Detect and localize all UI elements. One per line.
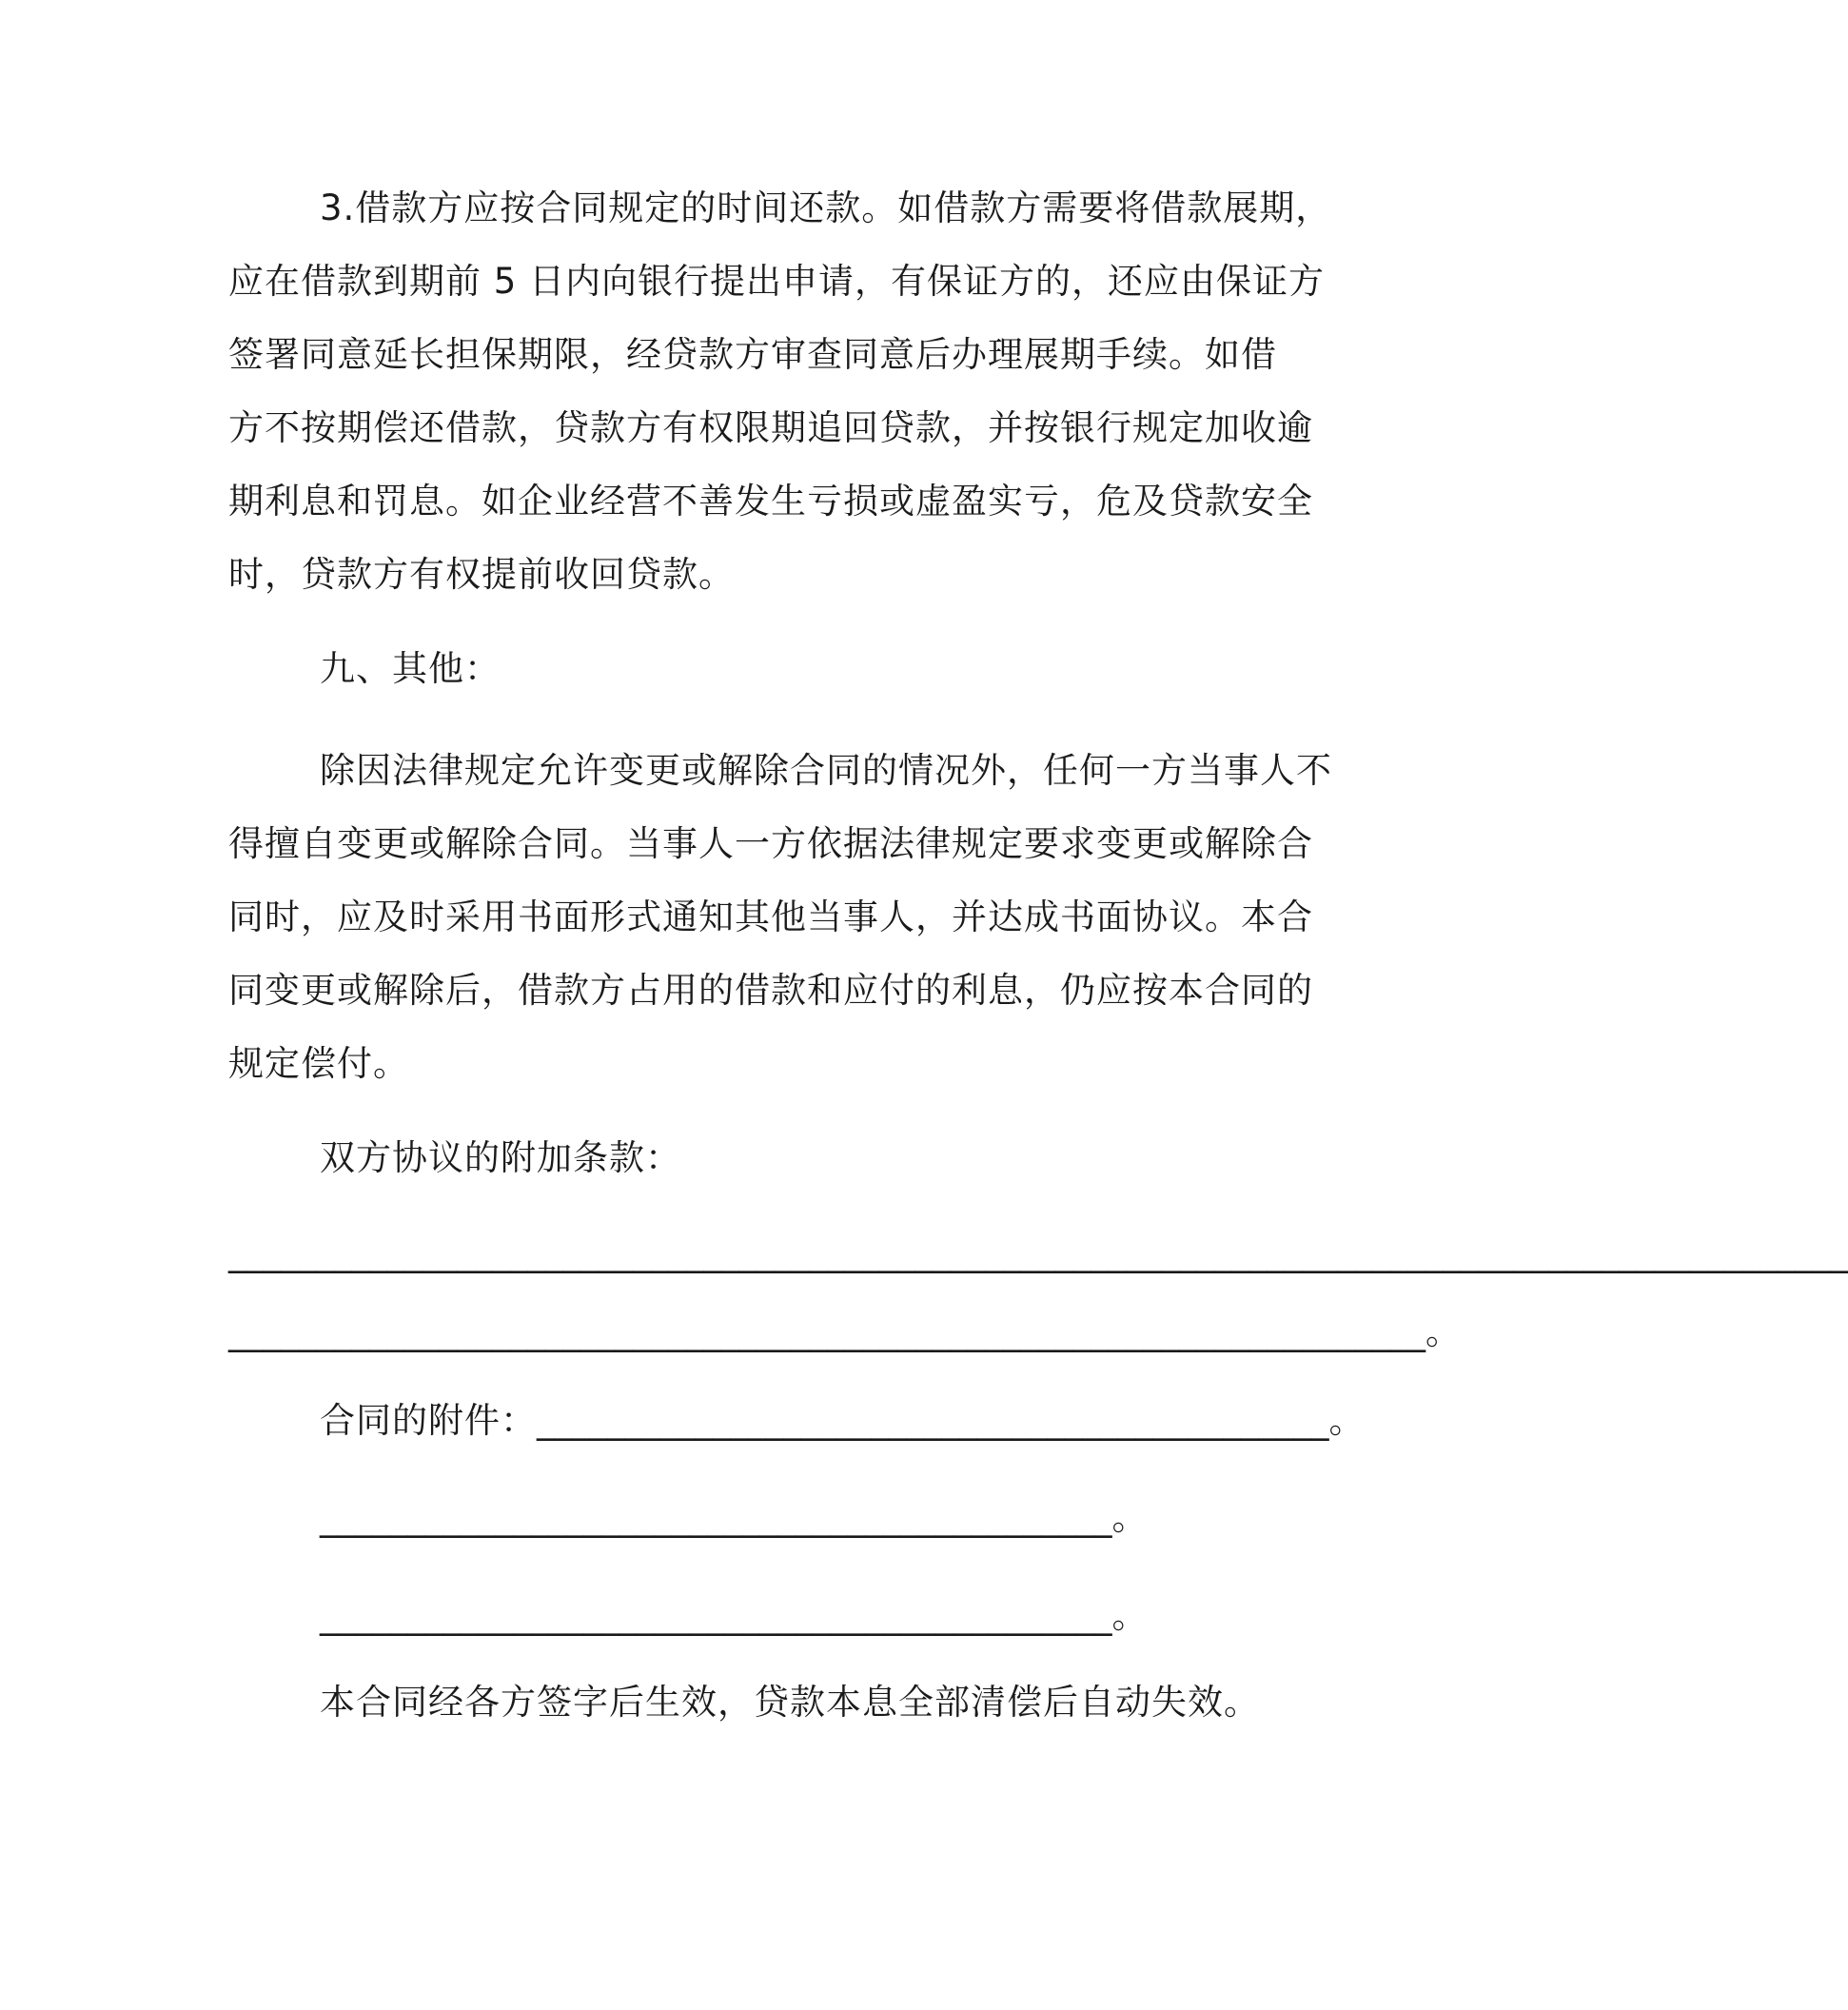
- paragraph-line: 签署同意延长担保期限，经贷款方审查同意后办理展期手续。如借: [228, 334, 1277, 375]
- additional-terms-blank: [228, 1216, 1848, 1369]
- fill-in-blank-line: _____________________________________________。: [320, 1497, 1148, 1538]
- attachments-row: [228, 1384, 1365, 1457]
- paragraph-line: 方不按期偿还借款，贷款方有权限期追回贷款，并按银行规定加收逾: [228, 407, 1313, 448]
- section-heading-other: [228, 632, 1313, 705]
- attachments-row: [228, 1481, 1313, 1554]
- paragraph-line: 得擅自变更或解除合同。当事人一方依据法律规定要求变更或解除合: [228, 823, 1313, 864]
- label-text: 合同的附件：: [320, 1400, 537, 1441]
- paragraph-line: 3.借款方应按合同规定的时间还款。如借款方需要将借款展期，: [320, 187, 1332, 228]
- paragraph-line: 同时，应及时采用书面形式通知其他当事人，并达成书面协议。本合: [228, 897, 1313, 937]
- section-title: 九、其他：: [320, 648, 501, 689]
- attachments-row: [228, 1579, 1313, 1652]
- label-text: 双方协议的附加条款：: [320, 1137, 681, 1178]
- closing-statement: [228, 1665, 1313, 1739]
- paragraph-line: 时，贷款方有权提前收回贷款。: [228, 554, 735, 595]
- fill-in-blank-line: _____________________________________________。: [537, 1400, 1365, 1441]
- additional-terms-label: [228, 1121, 1313, 1194]
- clause-modification-paragraph: [228, 734, 1332, 1100]
- paragraph-line: 应在借款到期前 5 日内向银行提出申请，有保证方的，还应由保证方: [228, 261, 1326, 302]
- paragraph-line: 期利息和罚息。如企业经营不善发生亏损或虚盈实亏，危及贷款安全: [228, 481, 1313, 522]
- clause-repayment-paragraph: [228, 171, 1332, 611]
- fill-in-blank-line: _____________________________________________。: [320, 1595, 1148, 1636]
- fill-in-blank-line: ____________________________________________________________________________________________: [228, 1232, 1848, 1273]
- closing-text: 本合同经各方签字后生效，贷款本息全部清偿后自动失效。: [320, 1682, 1260, 1723]
- fill-in-blank-line: ____________________________________________________________________。: [228, 1311, 1461, 1352]
- attachments-line: [228, 1384, 1365, 1457]
- paragraph-line: 同变更或解除后，借款方占用的借款和应付的利息，仍应按本合同的: [228, 970, 1313, 1011]
- paragraph-line: 规定偿付。: [228, 1043, 409, 1084]
- paragraph-line: 除因法律规定允许变更或解除合同的情况外，任何一方当事人不: [320, 750, 1332, 791]
